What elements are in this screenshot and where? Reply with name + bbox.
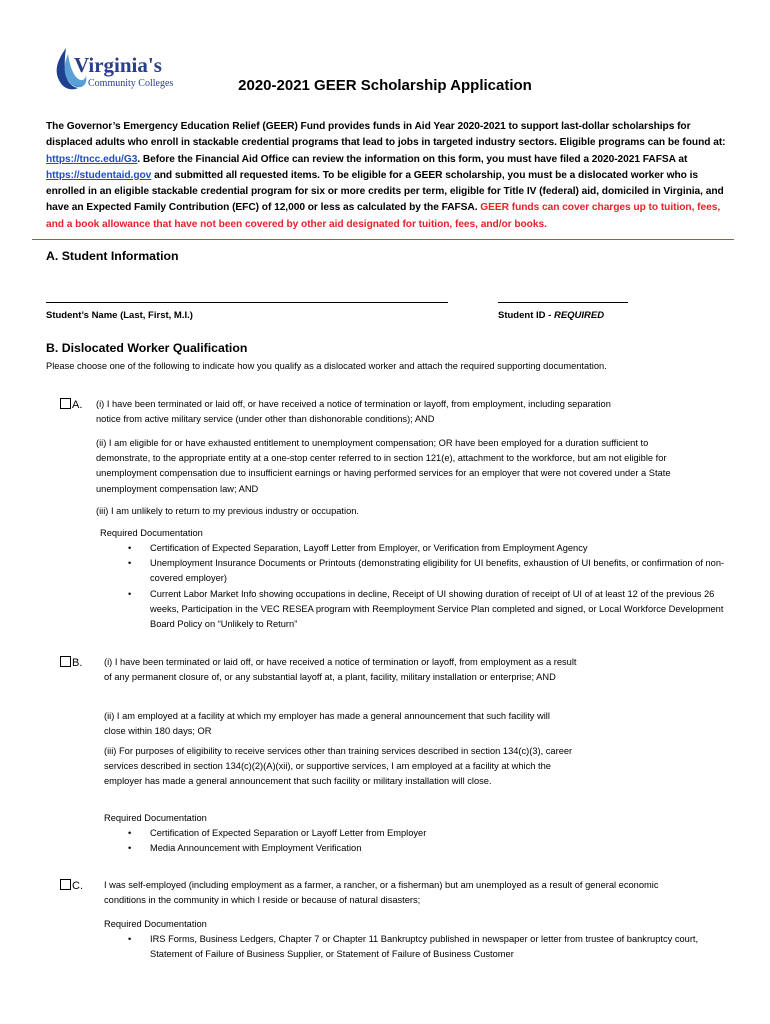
checkbox-box (60, 398, 71, 409)
doc-item: • Current Labor Market Info showing occupations in decline, Receipt of UI showing duration of receipt of UI of at least 12 of the previous 26 weeks, Participation in the VEC RESEA program with Reemployment Service Plan completed and signed, or Local Workforce Development Board Policy on “Unlikely to Return” (150, 587, 725, 633)
logo-subtitle: Community Colleges (88, 78, 174, 89)
option-b-doc-list (150, 826, 710, 856)
doc-item: • Unemployment Insurance Documents or Printouts (demonstrating eligibility for UI benefits, exhaustion of UI benefits, or confirmation of non-covered employer) (150, 556, 725, 586)
studentaid-link[interactable]: https://studentaid.gov (46, 169, 152, 181)
student-id-text: Student ID - (498, 310, 554, 321)
student-name-label: Student’s Name (Last, First, M.I.) (46, 310, 193, 321)
checkbox-box (60, 879, 71, 890)
section-a-heading: A. Student Information (46, 249, 179, 263)
intro-paragraph (46, 119, 730, 233)
option-b-criterion-iii: (iii) For purposes of eligibility to receive services other than training services described in section 134(c)(3), career services described in section 134(c)(2)(A)(xii), or supportive services, I am employed at a facility at which the employer has made a general announcement that such facility or military installation will close. (104, 746, 573, 787)
option-b-doc-label: Required Documentation (104, 813, 207, 823)
option-c-criterion: I was self-employed (including employment as a farmer, a rancher, or a fisherman) but am unemployed as a result of general economic conditions in the community in which I reside or because of natural disasters; (104, 880, 659, 906)
section-b-instructions: Please choose one of the following to indicate how you qualify as a dislocated worker and attach the required supporting documentation. (46, 361, 607, 371)
option-b-checkbox[interactable] (60, 656, 82, 670)
option-b-criterion-ii: (ii) I am employed at a facility at which my employer has made a general announcement that such facility will close within 180 days; OR (104, 711, 550, 737)
student-name-field[interactable] (46, 302, 448, 303)
option-c-doc-list (150, 932, 730, 962)
option-a-criterion-iii: (iii) I am unlikely to return to my previous industry or occupation. (96, 506, 360, 516)
doc-item: • Certification of Expected Separation or Layoff Letter from Employer (150, 826, 710, 841)
option-a-criterion-ii: (ii) I am eligible for or have exhausted entitlement to unemployment compensation; OR have been employed for a duration sufficient to demonstrate, to the appropriate entity at a one-stop center referred to in section 121(e), attachment to the workforce, but am not eligible for unemployment compensation due to insufficient earnings or having performed services for an employer that were not covered under a State unemployment compensation law; AND (96, 438, 671, 494)
option-b-criterion-i: (i) I have been terminated or laid off, or have received a notice of termination or layoff, from employment as a result of any permanent closure of, or any substantial layoff at, a plant, facility, military installation or enterprise; AND (104, 657, 577, 683)
checkbox-box (60, 656, 71, 667)
option-a-doc-list (150, 541, 725, 632)
intro-text-1: The Governor’s Emergency Education Relief (GEER) Fund provides funds in Aid Year 2020-2021 to support last-dollar scholarships for displaced adults who enroll in stackable credential programs that lead to jobs in targeted industry sectors. Eligible programs can be found at: (46, 121, 726, 149)
option-c-checkbox[interactable] (60, 879, 83, 893)
option-a-letter: A. (72, 399, 83, 411)
doc-item: • IRS Forms, Business Ledgers, Chapter 7 or Chapter 11 Bankruptcy published in newspaper or letter from trustee of bankruptcy court, Statement of Failure of Business Supplier, or Statement of Failure of Business Customer (150, 932, 730, 962)
intro-funds-notice: GEER funds can cover charges up to tuition, fees, and a book allowance that have not been covered by other aid designated for tuition, fees, and/or books. (46, 202, 721, 230)
page-title: 2020-2021 GEER Scholarship Application (238, 77, 532, 94)
section-b-heading: B. Dislocated Worker Qualification (46, 341, 248, 355)
intro-text-3: and submitted all requested items. To be eligible for a GEER scholarship, you must be a dislocated worker who is enrolled in an eligible stackable credential program for six or more credits per term, eligible for Title IV (federal) aid, domiciled in Virginia, and have an Expected Family Contribution (EFC) of 12,000 or less as calculated by the FAFSA. (46, 169, 724, 214)
option-a-criterion-i: (i) I have been terminated or laid off, or have received a notice of termination or layoff, from employment, including separation notice from active military service (under other than dishonorable conditions); AND (96, 399, 611, 425)
option-c-doc-label: Required Documentation (104, 919, 207, 929)
logo-wordmark: Virginia's (74, 53, 162, 77)
student-id-required: REQUIRED (553, 310, 605, 321)
option-a-checkbox[interactable] (60, 398, 82, 412)
doc-item: • Certification of Expected Separation, Layoff Letter from Employer, or Verification from Employment Agency (150, 541, 725, 556)
student-id-field[interactable] (498, 302, 628, 303)
option-a-doc-label: Required Documentation (100, 528, 203, 538)
option-b-letter: B. (72, 657, 83, 669)
section-divider (32, 239, 734, 240)
programs-link[interactable]: https://tncc.edu/G3 (46, 153, 138, 165)
option-c-letter: C. (72, 880, 83, 892)
student-id-label (498, 310, 604, 321)
doc-item: • Media Announcement with Employment Verification (150, 841, 710, 856)
intro-text-2: . Before the Financial Aid Office can review the information on this form, you must have filed a 2020-2021 FAFSA at (137, 153, 688, 165)
